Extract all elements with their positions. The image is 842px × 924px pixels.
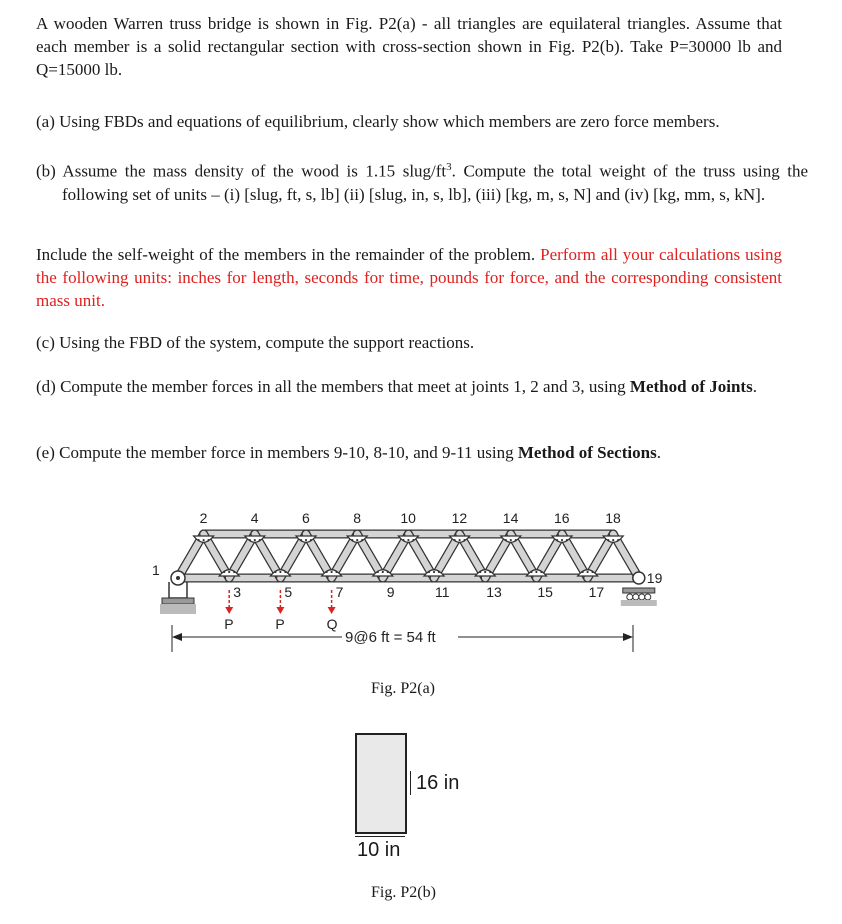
part-b-superscript: 3 — [446, 161, 452, 173]
truss-loads — [224, 590, 337, 632]
part-d-bold: Method of Joints — [629, 377, 753, 396]
bolt — [438, 571, 440, 573]
truss-gussets — [194, 536, 624, 576]
top-node-label: 12 — [451, 510, 468, 526]
bolt — [310, 539, 312, 541]
bolt — [607, 539, 609, 541]
bolt — [279, 571, 281, 573]
bolt — [284, 571, 286, 573]
cross-section-rectangle — [355, 733, 407, 834]
pin-support-ground — [160, 604, 196, 614]
bolt — [459, 539, 461, 541]
bottom-node-label: 3 — [233, 584, 241, 600]
bottom-node-label: 11 — [435, 584, 450, 600]
fig-a-caption: Fig. P2(a) — [371, 680, 435, 697]
bolt — [592, 571, 594, 573]
bolt — [587, 571, 589, 573]
pin-center — [176, 576, 180, 580]
roller-wheel — [627, 594, 633, 600]
bolt — [433, 571, 435, 573]
bolt — [351, 539, 353, 541]
part-b-pre: (b) Assume the mass density of the wood is 1.15 slug/ft — [36, 161, 447, 181]
bolt — [561, 539, 563, 541]
bolt — [254, 539, 256, 541]
bolt — [566, 539, 568, 541]
part-c: (c) Using the FBD of the system, compute the support reactions. — [36, 333, 475, 352]
width-dimension-tick — [355, 836, 405, 837]
part-b-post: . Compute the total weight of the truss using the following set of units – (i) [slug, ft, s, lb] (ii) [slug, in, s, lb], (iii) [kg, m, s, N] and (iv) [kg, mm, s, kN]. — [62, 161, 808, 204]
load-arrow-head — [328, 607, 336, 614]
bolt — [326, 571, 328, 573]
bolt — [228, 571, 230, 573]
roller-wheel — [633, 594, 639, 600]
bottom-node-label: 15 — [537, 584, 553, 600]
roller-wheel — [645, 594, 651, 600]
bottom-node-label: 9 — [386, 584, 395, 600]
bolt — [582, 571, 584, 573]
part-e-bold: Method of Sections — [517, 443, 657, 462]
problem-intro: A wooden Warren truss bridge is shown in Fig. P2(a) - all triangles are equilateral triangles. Assume that each member is a solid rectangular section with cross-section shown in Fig. P2(b). Take P=30000 lb and Q=15000 lb. — [36, 14, 782, 79]
bolt — [556, 539, 558, 541]
top-node-label: 8 — [353, 510, 361, 526]
part-d-post: . — [752, 377, 757, 396]
width-label: 10 in — [357, 839, 401, 861]
load-label: P — [275, 616, 285, 632]
load-label: P — [224, 616, 234, 632]
bolt — [203, 539, 205, 541]
include-black-text: Include the self-weight of the members in the remainder of the problem. — [36, 245, 541, 264]
bolt — [356, 539, 358, 541]
truss-node-labels — [152, 510, 663, 600]
height-dimension-tick — [410, 771, 411, 795]
part-a: (a) Using FBDs and equations of equilibrium, clearly show which members are zero force members. — [36, 112, 720, 131]
bottom-node-label: 7 — [335, 584, 344, 600]
roller-joint — [633, 572, 645, 584]
bolt — [428, 571, 430, 573]
load-arrow-head — [225, 607, 233, 614]
part-e-post: . — [656, 443, 661, 462]
roller-support-plate — [623, 588, 655, 593]
bolt — [489, 571, 491, 573]
bolt — [402, 539, 404, 541]
bolt — [484, 571, 486, 573]
span-label: 9@6 ft = 54 ft — [345, 629, 436, 646]
bolt — [505, 539, 507, 541]
bolt — [382, 571, 384, 573]
bolt — [249, 539, 251, 541]
bottom-node-label: 17 — [588, 584, 605, 600]
bolt — [454, 539, 456, 541]
height-label: 16 in — [416, 772, 460, 794]
top-node-label: 18 — [605, 510, 621, 526]
bolt — [233, 571, 235, 573]
part-d-pre: (d) Compute the member forces in all the members that meet at joints 1, 2 and 3, using — [36, 377, 630, 396]
top-node-label: 4 — [250, 510, 259, 526]
bolt — [274, 571, 276, 573]
bolt — [377, 571, 379, 573]
bolt — [412, 539, 414, 541]
bottom-node-label: 19 — [646, 570, 663, 586]
bolt — [510, 539, 512, 541]
fig-b-caption: Fig. P2(b) — [371, 884, 436, 901]
bolt — [540, 571, 542, 573]
include-red-text: Perform all your calculations using the following units: inches for length, seconds for time, pounds for force, and the corresponding consistent mass unit. — [36, 245, 782, 310]
bottom-node-label: 1 — [152, 562, 160, 578]
top-node-label: 2 — [199, 510, 208, 526]
bolt — [198, 539, 200, 541]
load-label: Q — [326, 616, 338, 632]
bolt — [300, 539, 302, 541]
roller-support-ground — [621, 600, 657, 606]
bolt — [479, 571, 481, 573]
bolt — [407, 539, 409, 541]
bolt — [305, 539, 307, 541]
top-node-label: 10 — [400, 510, 416, 526]
span-dimension — [172, 625, 633, 652]
bolt — [530, 571, 532, 573]
pin-support-base — [162, 598, 194, 604]
top-node-label: 14 — [502, 510, 519, 526]
top-node-label: 6 — [302, 510, 310, 526]
bolt — [515, 539, 517, 541]
bolt — [464, 539, 466, 541]
bottom-node-label: 13 — [486, 584, 502, 600]
bolt — [535, 571, 537, 573]
bolt — [208, 539, 210, 541]
bolt — [361, 539, 363, 541]
bolt — [331, 571, 333, 573]
bolt — [259, 539, 261, 541]
bolt — [617, 539, 619, 541]
roller-wheel — [639, 594, 645, 600]
bolt — [223, 571, 225, 573]
top-node-label: 16 — [554, 510, 570, 526]
bolt — [336, 571, 338, 573]
bolt — [387, 571, 389, 573]
load-arrow-head — [276, 607, 284, 614]
bolt — [612, 539, 614, 541]
part-e-pre: (e) Compute the member force in members 9-10, 8-10, and 9-11 using — [36, 443, 518, 462]
bottom-node-label: 5 — [284, 584, 293, 600]
